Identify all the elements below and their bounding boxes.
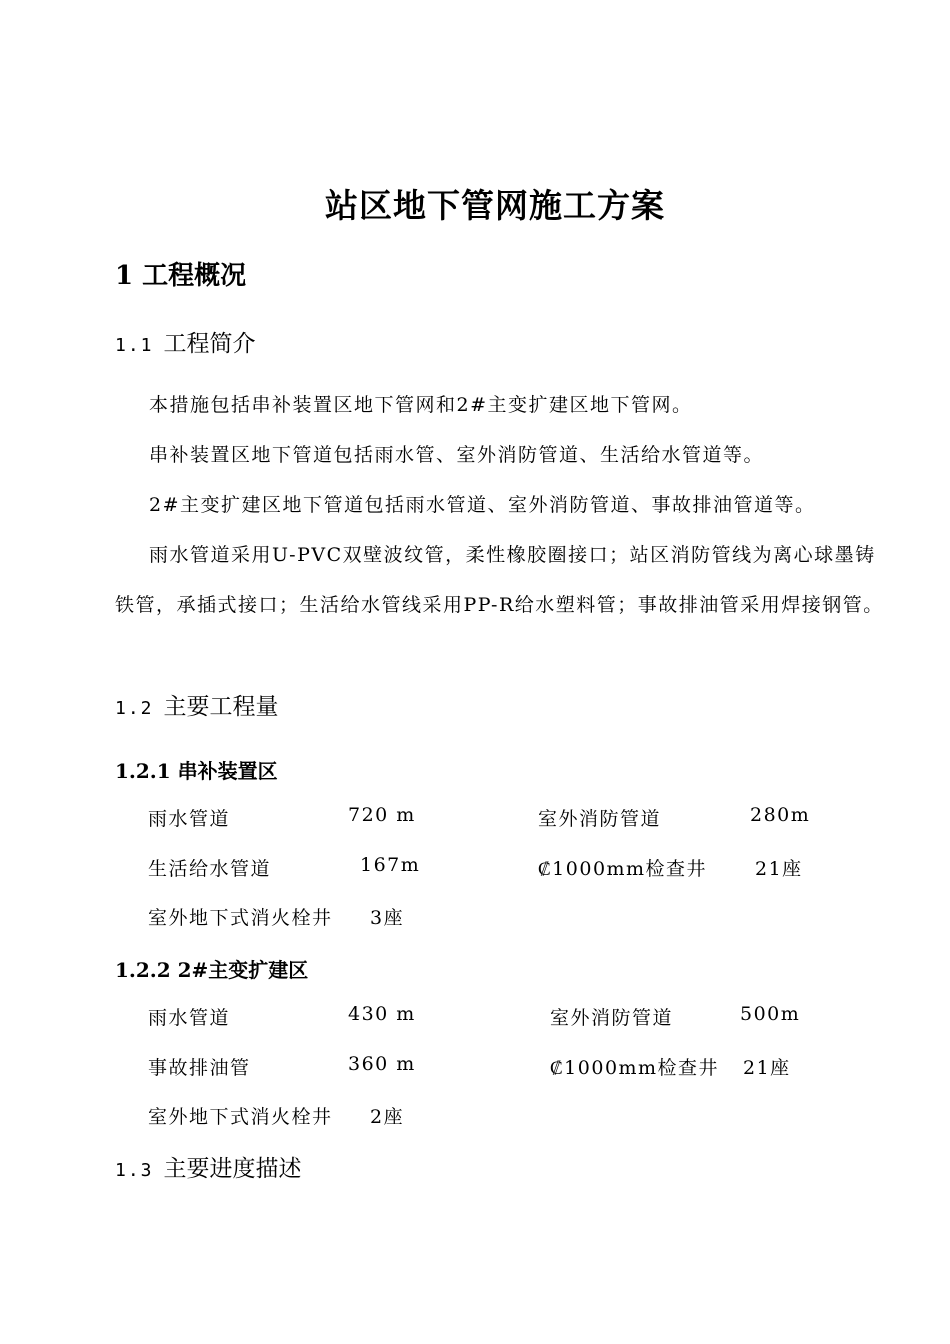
section-label: 主要进度描述 bbox=[163, 1156, 302, 1182]
quantity-name: 室外消防管道 bbox=[550, 1007, 674, 1029]
section-number: 1.2 bbox=[115, 698, 154, 719]
paragraph-1: 本措施包括串补装置区地下管网和2#主变扩建区地下管网。 bbox=[149, 394, 693, 416]
quantity-value: 21座 bbox=[755, 858, 803, 880]
section-1-2-1-heading: 1.2.1 串补装置区 bbox=[115, 759, 278, 783]
quantity-name: 生活给水管道 bbox=[148, 858, 272, 880]
section-number: 1.1 bbox=[115, 335, 154, 356]
quantity-value: 720 m bbox=[348, 804, 416, 826]
quantity-value: 21座 bbox=[743, 1057, 791, 1079]
quantity-name: 雨水管道 bbox=[148, 808, 231, 830]
page-title: 站区地下管网施工方案 bbox=[325, 186, 665, 225]
section-label: 主要工程量 bbox=[163, 694, 279, 720]
quantity-name: ₡1000mm检查井 bbox=[550, 1057, 720, 1079]
quantity-value: 2座 bbox=[370, 1106, 405, 1128]
section-1-3-heading bbox=[115, 1150, 302, 1183]
paragraph-3: 2#主变扩建区地下管道包括雨水管道、室外消防管道、事故排油管道等。 bbox=[149, 494, 816, 516]
quantity-value: 430 m bbox=[348, 1003, 416, 1025]
quantity-name: 室外地下式消火栓井 bbox=[148, 907, 333, 929]
quantity-value: 360 m bbox=[348, 1053, 416, 1075]
quantity-value: 167m bbox=[360, 854, 421, 876]
paragraph-4: 雨水管道采用U-PVC双壁波纹管，柔性橡胶圈接口；站区消防管线为离心球墨铸铁管，承插式接口；生活给水管线采用PP-R给水塑料管；事故排油管采用焊接钢管。 bbox=[115, 544, 884, 616]
quantity-value: 500m bbox=[740, 1003, 801, 1025]
paragraph-2: 串补装置区地下管道包括雨水管、室外消防管道、生活给水管道等。 bbox=[149, 444, 765, 466]
section-1-heading: 1 工程概况 bbox=[115, 261, 247, 291]
quantity-name: ₡1000mm检查井 bbox=[538, 858, 708, 880]
quantity-value: 3座 bbox=[370, 907, 405, 929]
section-1-2-2-heading: 1.2.2 2#主变扩建区 bbox=[115, 958, 309, 982]
quantity-name: 雨水管道 bbox=[148, 1007, 231, 1029]
section-label: 工程简介 bbox=[163, 331, 256, 357]
quantity-name: 室外消防管道 bbox=[538, 808, 662, 830]
quantity-name: 事故排油管 bbox=[148, 1057, 251, 1079]
quantity-name: 室外地下式消火栓井 bbox=[148, 1106, 333, 1128]
section-1-1-heading bbox=[115, 325, 256, 358]
quantity-value: 280m bbox=[750, 804, 811, 826]
section-number: 1.3 bbox=[115, 1160, 154, 1181]
section-1-2-heading bbox=[115, 688, 279, 721]
